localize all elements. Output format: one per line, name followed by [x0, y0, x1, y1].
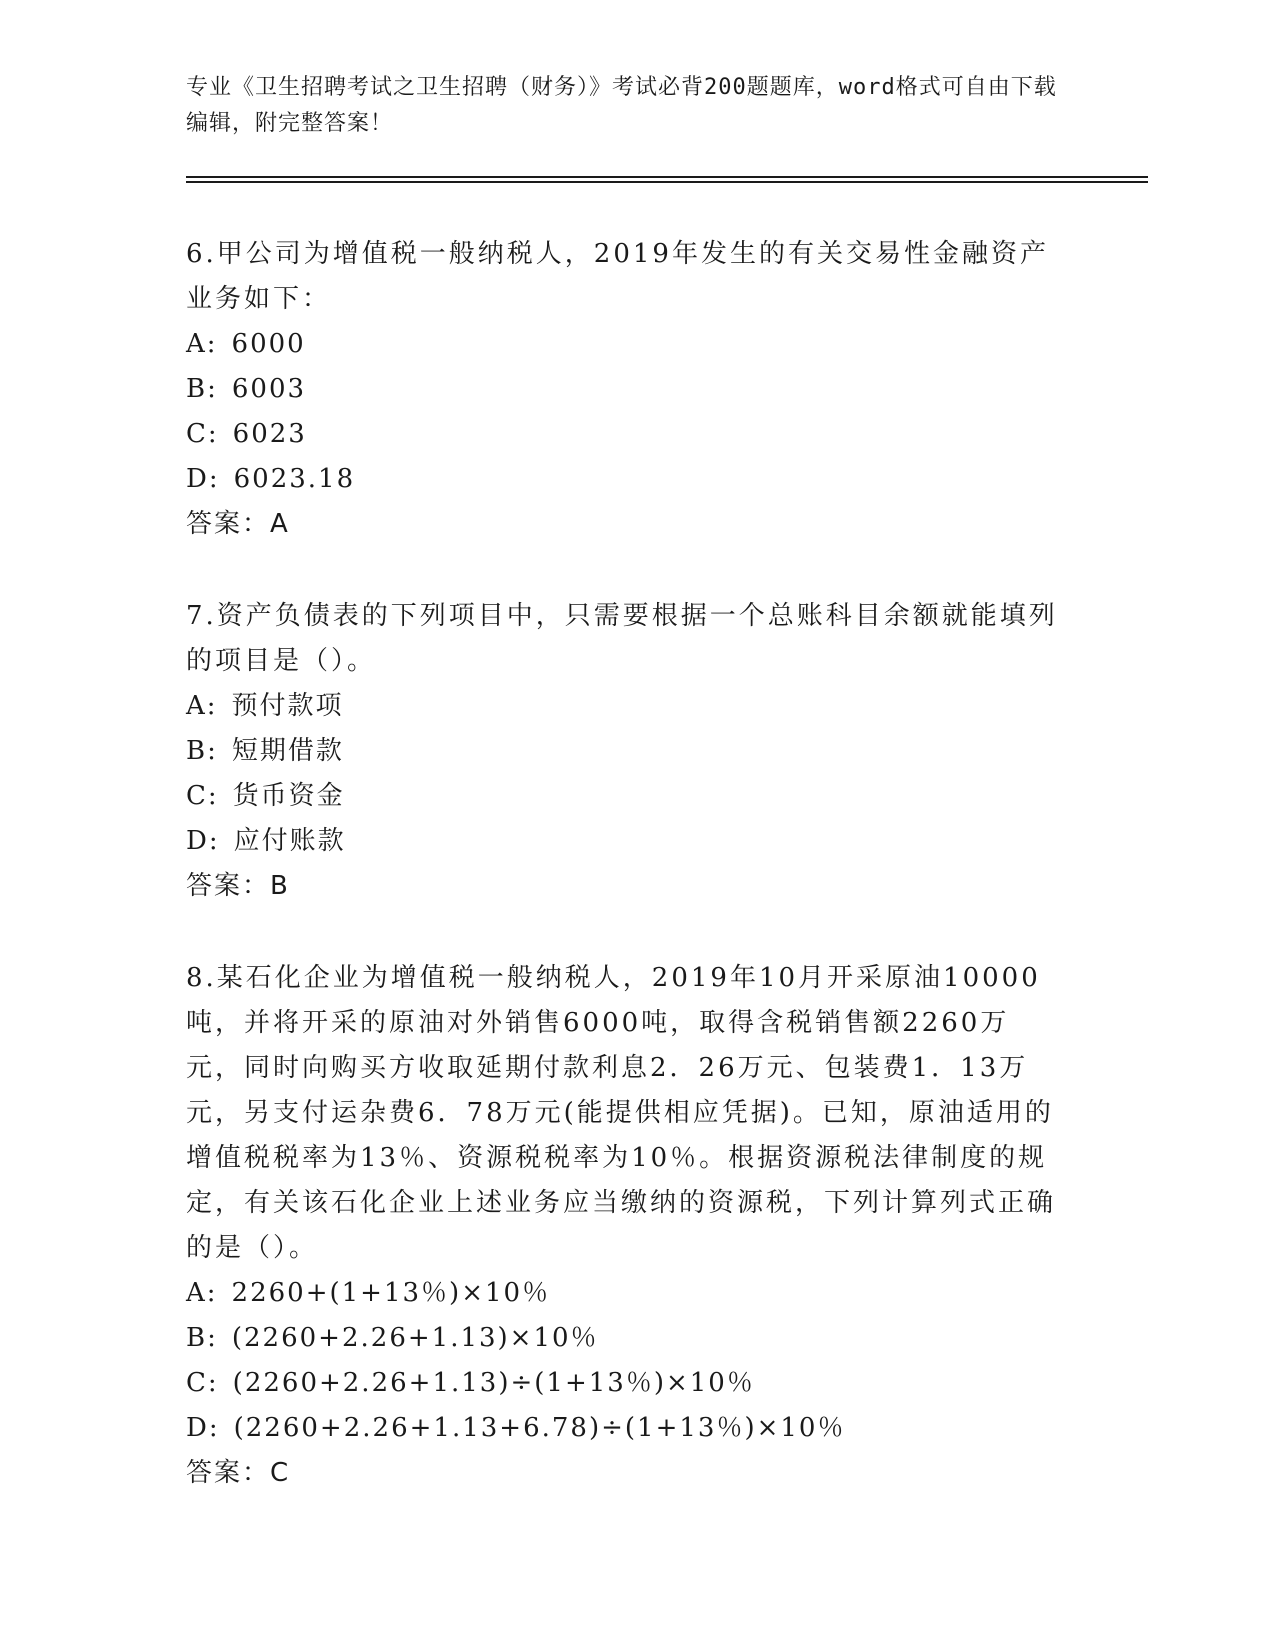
- answer-line: [186, 864, 1066, 909]
- option-separator: :: [207, 1368, 219, 1398]
- option-text: 短期借款: [231, 736, 344, 766]
- answer-value: A: [270, 509, 290, 539]
- answer-value: C: [270, 1458, 291, 1488]
- answer-line: [186, 1451, 1066, 1496]
- question-6: [186, 232, 1066, 547]
- option-a: [186, 684, 1066, 729]
- option-separator: :: [208, 464, 220, 494]
- option-letter: A: [186, 691, 207, 721]
- option-b: [186, 1316, 1066, 1361]
- option-letter: A: [186, 329, 207, 359]
- option-separator: :: [207, 374, 218, 404]
- option-text: (2260+2.26+1.13)÷(1+13％)×10％: [232, 1368, 755, 1398]
- header-rule-top: [186, 176, 1148, 178]
- option-letter: D: [186, 826, 209, 856]
- option-list: [186, 322, 1066, 502]
- option-letter: C: [186, 419, 208, 449]
- answer-value: B: [270, 871, 290, 901]
- option-separator: :: [208, 826, 220, 856]
- option-letter: D: [186, 464, 209, 494]
- option-text: 6003: [231, 374, 307, 404]
- option-list: [186, 1271, 1066, 1451]
- question-7: [186, 594, 1066, 909]
- option-letter: D: [186, 1413, 209, 1443]
- answer-label: 答案：: [186, 1458, 271, 1488]
- option-b: [186, 729, 1066, 774]
- option-letter: A: [186, 1278, 207, 1308]
- option-separator: :: [207, 736, 218, 766]
- option-separator: :: [206, 1278, 218, 1308]
- question-stem: 8.某石化企业为增值税一般纳税人，2019年10月开采原油10000吨，并将开采的原油对外销售6000吨，取得含税销售额2260万元，同时向购买方收取延期付款利息2．26万元、包装费1．13万元，另支付运杂费6．78万元(能提供相应凭据)。已知，原油适用的增值税税率为13％、资源税税率为10％。根据资源税法律制度的规定，有关该石化企业上述业务应当缴纳的资源税，下列计算列式正确的是（）。: [186, 963, 1057, 1263]
- option-text: 2260+(1+13％)×10％: [231, 1278, 551, 1308]
- option-b: [186, 367, 1066, 412]
- option-separator: :: [208, 1413, 220, 1443]
- option-separator: :: [207, 1323, 218, 1353]
- header-text: 专业《卫生招聘考试之卫生招聘（财务）》考试必背200题题库，word格式可自由下载编辑，附完整答案！: [186, 75, 1057, 136]
- option-letter: C: [186, 781, 208, 811]
- option-text: 6000: [231, 329, 306, 359]
- option-separator: :: [207, 781, 219, 811]
- answer-label: 答案：: [186, 509, 271, 539]
- option-c: [186, 774, 1066, 819]
- option-d: [186, 457, 1066, 502]
- question-8: [186, 956, 1066, 1496]
- option-separator: :: [207, 419, 219, 449]
- question-stem: 7.资产负债表的下列项目中，只需要根据一个总账科目余额就能填列的项目是（）。: [186, 601, 1058, 676]
- option-d: [186, 819, 1066, 864]
- option-separator: :: [206, 329, 218, 359]
- option-text: (2260+2.26+1.13+6.78)÷(1+13％)×10％: [233, 1413, 846, 1443]
- option-text: (2260+2.26+1.13)×10％: [231, 1323, 599, 1353]
- option-letter: B: [186, 736, 208, 766]
- option-text: 6023.18: [233, 464, 356, 494]
- option-letter: C: [186, 1368, 208, 1398]
- option-list: [186, 684, 1066, 864]
- option-text: 货币资金: [232, 781, 345, 811]
- question-stem: 6.甲公司为增值税一般纳税人，2019年发生的有关交易性金融资产业务如下：: [186, 239, 1049, 314]
- option-text: 6023: [232, 419, 307, 449]
- header-rule-bottom: [186, 181, 1148, 183]
- option-text: 应付账款: [233, 826, 346, 856]
- option-a: [186, 322, 1066, 367]
- option-text: 预付款项: [231, 691, 344, 721]
- option-c: [186, 1361, 1066, 1406]
- option-separator: :: [206, 691, 218, 721]
- option-letter: B: [186, 1323, 208, 1353]
- option-c: [186, 412, 1066, 457]
- option-a: [186, 1271, 1066, 1316]
- option-letter: B: [186, 374, 208, 404]
- answer-label: 答案：: [186, 871, 271, 901]
- answer-line: [186, 502, 1066, 547]
- document-header: [186, 70, 1066, 142]
- option-d: [186, 1406, 1066, 1451]
